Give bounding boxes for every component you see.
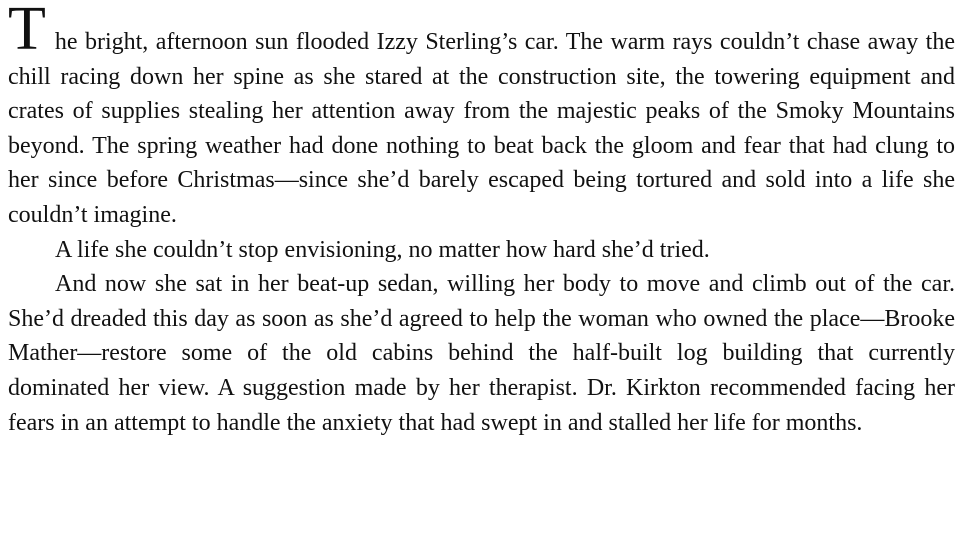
paragraph: And now she sat in her beat-up sedan, willing her body to move and climb out of the car. She’d dreaded this day as soon as she’d agreed to help the woman who owned the place—Brooke Mather—restore some of the old cabins behind the half-built log building that currently dominated her view. A suggestion made by her therapist. Dr. Kirkton recommended facing her fears in an attempt to handle the anxiety that had swept in and stalled her life for months. bbox=[8, 271, 955, 436]
paragraph: A life she couldn’t stop envisioning, no matter how hard she’d tried. bbox=[55, 236, 710, 263]
drop-cap: T bbox=[8, 0, 46, 63]
paragraph-text: he bright, afternoon sun flooded Izzy Sterling’s car. The warm rays couldn’t chase away the chill racing down her spine as she stared at the construction site, the towering equipment and crates of supplies stealing her attention away from the majestic peaks of the Smoky Mountains beyond. The spring weather had done nothing to beat back the gloom and fear that had clung to her since before Christmas—since she’d barely escaped being tortured and sold into a life she couldn’t imagine. bbox=[8, 29, 955, 228]
paragraph bbox=[8, 0, 955, 233]
